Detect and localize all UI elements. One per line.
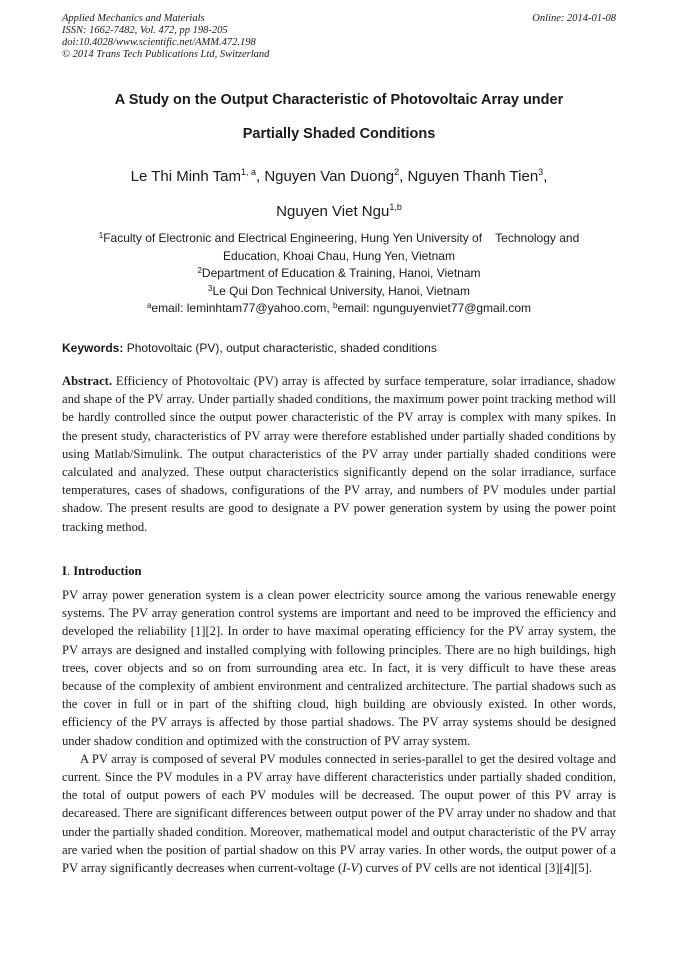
email-sup: b: [332, 301, 338, 310]
paper-title-line-2: Partially Shaded Conditions: [242, 126, 436, 142]
doi-line: doi:10.4028/www.scientific.net/AMM.472.198: [62, 37, 256, 48]
keywords-text: Photovoltaic (PV), output characteristic, shaded conditions: [123, 341, 437, 355]
section-heading: [62, 564, 142, 579]
abstract-text: Efficiency of Photovoltaic (PV) array is affected by surface temperature, solar irradiance, shadow and shape of the PV array. Under partially shaded conditions, the maximum power point tracking method will be hardly controlled since the output power characteristic of the PV array is complex with many spikes. In the present study, characteristics of PV array were therefore established under partially shaded conditions by using Matlab/Simulink. The output characteristics of the PV array under partially shaded conditions were calculated and analyzed. These output characteristics significantly depend on the solar irradiance, surface temperatures, cases of shadows, configurations of the PV array, and numbers of PV modules under partial shadow. The present results are good to designate a PV power generation system by using the power point tracking method.: [62, 374, 616, 534]
intro-paragraph-1: PV array power generation system is a clean power electricity source among the various renewable energy systems. The PV array generation control systems are important and need to be improved the efficiency and developed the reliability [1][2]. In order to have maximal operating efficiency for the PV array system, the PV arrays are designed and installed complying with following principles. There are no high buildings, high trees, cover objects and so on from surrounding area etc. In fact, it is very difficult to have these areas because of the complexity of ambient environment and centralized architecture. The partial shadows such as the cover in full or in part of the shifting cloud, high building are obviously existed. In other words, efficiency of the PV arrays is affected by those partial shadows. The PV array systems should be designed under shadow condition and optimized with the construction of PV array system.: [62, 588, 616, 748]
paper-title-line-1: A Study on the Output Characteristic of Photovoltaic Array under: [114, 92, 564, 108]
section-sep: .: [66, 564, 74, 578]
affil-sup: 2: [197, 266, 202, 275]
author-name: Le Thi Minh Tam: [130, 168, 241, 185]
abstract-label: Abstract.: [62, 374, 113, 388]
affiliation-line: [62, 265, 616, 283]
author-separator: ,: [399, 168, 404, 185]
affil-text: Education, Khoai Chau, Hung Yen, Vietnam: [223, 248, 455, 263]
section-number: I: [62, 564, 67, 578]
email-b: email: ngunguyenviet77@gmail.com: [337, 301, 532, 315]
affiliation-line: [62, 283, 616, 301]
affiliations: [62, 230, 616, 318]
author-separator: ,: [255, 168, 261, 185]
affiliation-line: [62, 230, 616, 248]
author-affil-sup: 2: [394, 167, 400, 177]
author-affil-sup: 1, a: [240, 167, 256, 177]
affil-sup: 1: [98, 231, 104, 240]
journal-name: Applied Mechanics and Materials: [62, 13, 205, 24]
author-affil-sup: 1,b: [389, 202, 402, 212]
email-a: email: leminhtam77@yahoo.com,: [151, 301, 333, 315]
author-separator: ,: [543, 168, 548, 185]
author-list-line-1: [62, 168, 616, 185]
email-sup: a: [146, 301, 152, 310]
affil-sup: 3: [208, 283, 213, 293]
abstract: [62, 372, 616, 536]
email-line: [62, 300, 616, 318]
author-name: Nguyen Thanh Tien: [407, 168, 539, 185]
affil-text: Department of Education & Training, Hanoi, Vietnam: [201, 266, 481, 280]
keywords-label: Keywords:: [62, 341, 124, 355]
author-name: Nguyen Van Duong: [264, 168, 395, 185]
affil-text: Faculty of Electronic and Electrical Engineering, Hung Yen University of Technology and: [103, 231, 580, 245]
introduction-body: [62, 586, 616, 877]
author-name: Nguyen Viet Ngu: [276, 203, 390, 220]
intro-p2-tail: ) curves of PV cells are not identical [3][4][5].: [358, 861, 593, 876]
intro-p2-text: A PV array is composed of several PV modules connected in series-parallel to get the desired voltage and current. Since the PV modules in a PV array have different characteristics under partially shaded condition, the total of output powers of each PV modules will be decreased. The ouput power of this PV array is decareased. There are significant differences between output power of the PV array under no shadow and that under the partially shaded condition. Moreover, mathematical model and output characteristic of the PV array are varied when the position of partial shadow on this PV array varies. In other words, the output power of a PV array significantly decreases when current-voltage (: [62, 751, 616, 876]
iv-term: I-V: [342, 861, 359, 876]
author-affil-sup: 3: [538, 167, 544, 177]
issn-line: ISSN: 1662-7482, Vol. 472, pp 198-205: [62, 25, 228, 36]
affiliation-line: [62, 248, 616, 266]
section-title: Introduction: [73, 564, 142, 578]
author-list-line-2: [62, 203, 616, 220]
online-date: Online: 2014-01-08: [532, 13, 616, 24]
keywords: [62, 341, 616, 355]
copyright-line: © 2014 Trans Tech Publications Ltd, Switzerland: [62, 49, 270, 60]
intro-paragraph-2: [62, 750, 616, 877]
affil-text: Le Qui Don Technical University, Hanoi, Vietnam: [212, 283, 470, 298]
journal-header: [62, 13, 616, 61]
